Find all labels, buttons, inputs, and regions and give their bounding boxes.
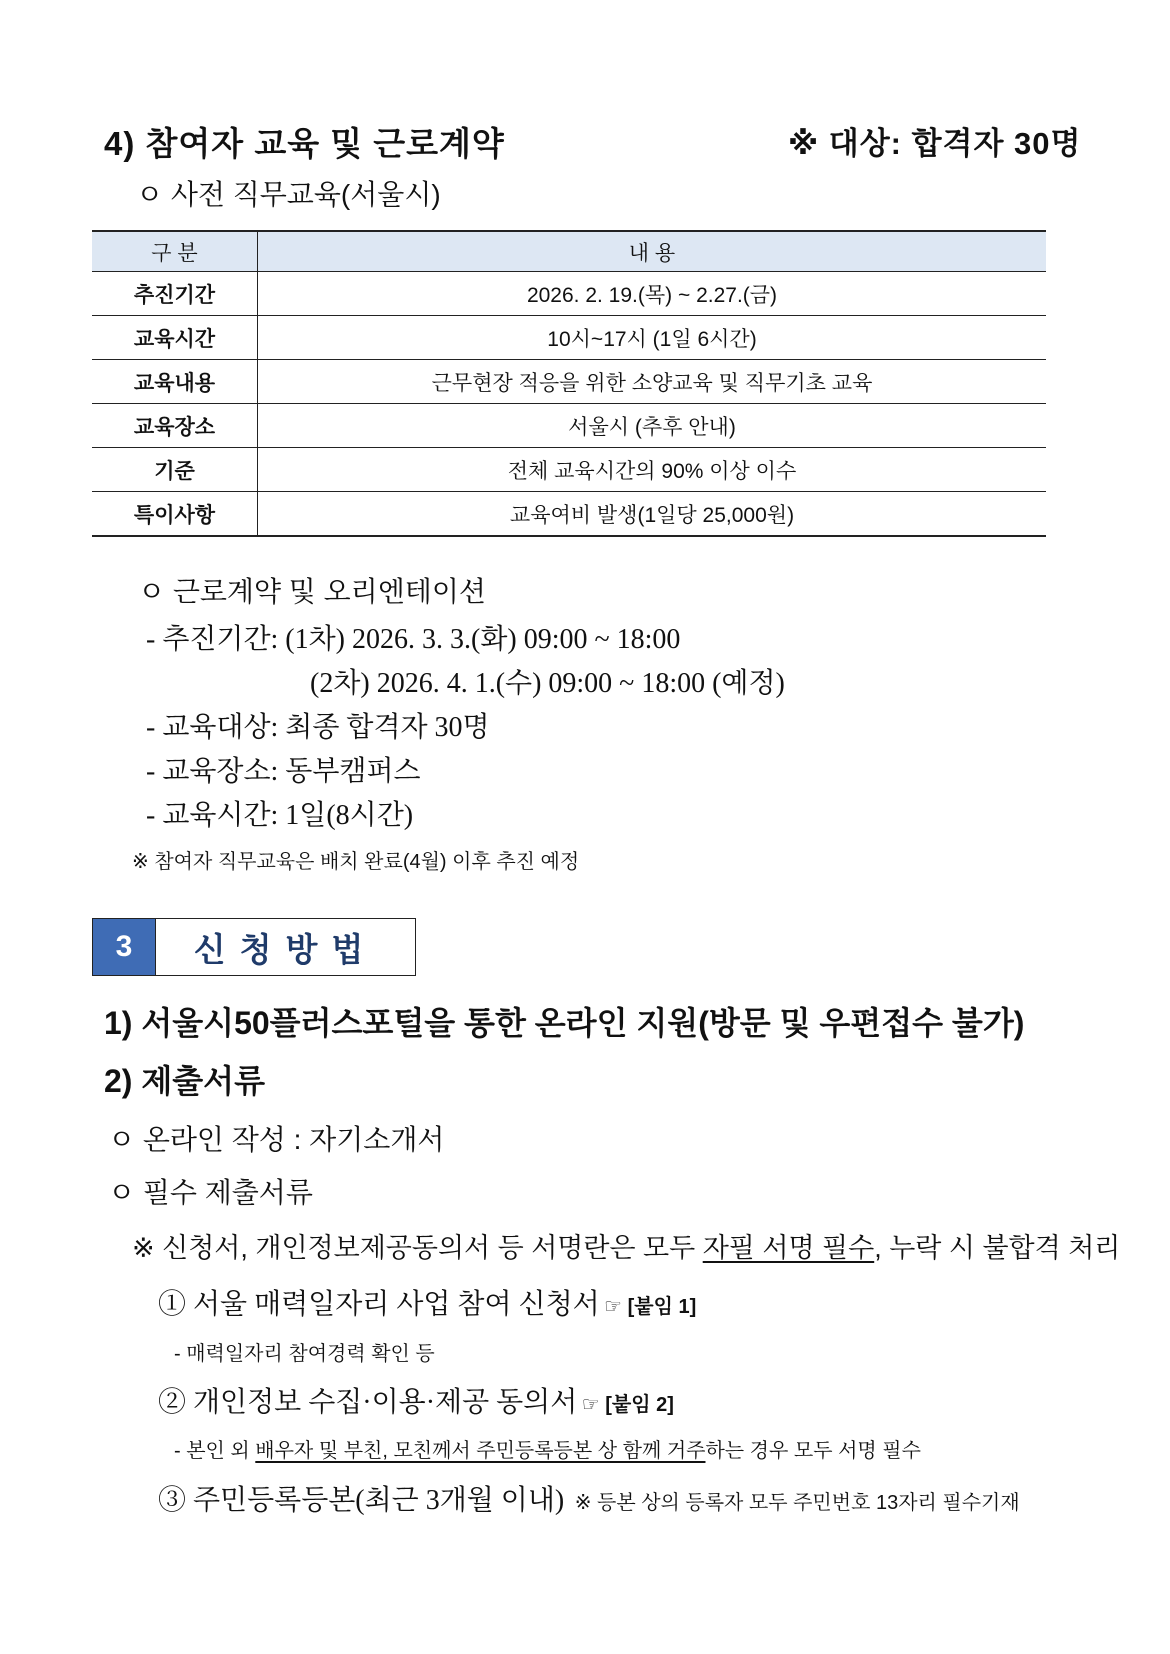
doc-sub-text: - 본인 외 (174, 1440, 256, 1462)
contract-title: ㅇ 근로계약 및 오리엔테이션 (138, 576, 486, 607)
header-content: 내 용 (258, 231, 1047, 272)
row-value: 서울시 (추후 안내) (258, 404, 1047, 448)
notice-text: ※ 신청서, 개인정보제공동의서 등 서명란은 모두 (132, 1233, 703, 1263)
required-docs: ㅇ 필수 제출서류 (108, 1177, 313, 1208)
row-label: 특이사항 (92, 492, 258, 537)
doc-note: ※ 등본 상의 등록자 모두 주민번호 13자리 필수기재 (574, 1492, 1020, 1514)
contract-line: - 교육시간: 1일(8시간) (146, 800, 414, 831)
doc-sub-1: - 매력일자리 참여경력 확인 등 (174, 1343, 435, 1365)
notice-underlined: 자필 서명 필수 (702, 1233, 875, 1263)
doc-sub-2 (174, 1434, 921, 1463)
doc-item-3 (158, 1478, 1020, 1518)
apply-item-1: 1) 서울시50플러스포털을 통한 온라인 지원(방문 및 우편접수 불가) (104, 1005, 1025, 1041)
section-number: 3 (93, 919, 156, 975)
table-row (92, 492, 1046, 537)
row-label: 교육시간 (92, 316, 258, 360)
target-note: ※ 대상: 합격자 30명 (788, 126, 1082, 161)
table-row (92, 448, 1046, 492)
row-label: 교육장소 (92, 404, 258, 448)
notice-text: , 누락 시 불합격 처리 (874, 1233, 1121, 1263)
signature-notice (132, 1226, 1120, 1265)
section-header-box (92, 918, 416, 976)
contract-line: - 교육장소: 동부캠퍼스 (146, 756, 421, 787)
section-title: 4) 참여자 교육 및 근로계약 (104, 125, 505, 162)
attachment-ref: ☞ [붙임 2] (581, 1394, 674, 1416)
row-label: 기준 (92, 448, 258, 492)
row-value: 10시~17시 (1일 6시간) (258, 316, 1047, 360)
table-row (92, 404, 1046, 448)
doc-label: ② 개인정보 수집·이용·제공 동의서 (158, 1387, 578, 1418)
row-value: 교육여비 발생(1일당 25,000원) (258, 492, 1047, 537)
doc-sub-underlined: 배우자 및 부친, 모친께서 주민등록등본 상 함께 거주 (255, 1440, 706, 1462)
doc-sub-text: 하는 경우 모두 서명 필수 (705, 1440, 921, 1462)
row-value: 전체 교육시간의 90% 이상 이수 (258, 448, 1047, 492)
education-table (92, 230, 1046, 537)
section-heading: 신청방법 (193, 930, 378, 968)
doc-item-1 (158, 1282, 696, 1322)
table-header-row (92, 231, 1046, 272)
row-label: 교육내용 (92, 360, 258, 404)
contract-line: - 추진기간: (1차) 2026. 3. 3.(화) 09:00 ~ 18:00 (146, 624, 681, 655)
row-value: 근무현장 적응을 위한 소양교육 및 직무기초 교육 (258, 360, 1047, 404)
attachment-ref: ☞ [붙임 1] (604, 1296, 697, 1318)
table-row (92, 316, 1046, 360)
doc-label: ① 서울 매력일자리 사업 참여 신청서 (158, 1289, 600, 1320)
sub-title: ㅇ 사전 직무교육(서울시) (136, 179, 441, 210)
doc-label: ③ 주민등록등본(최근 3개월 이내) (158, 1485, 565, 1516)
row-value: 2026. 2. 19.(목) ~ 2.27.(금) (258, 272, 1047, 316)
header-label: 구 분 (92, 231, 258, 272)
table-row (92, 272, 1046, 316)
contract-note: ※ 참여자 직무교육은 배치 완료(4월) 이후 추진 예정 (132, 851, 580, 873)
contract-line: - 교육대상: 최종 합격자 30명 (146, 712, 490, 743)
apply-item-2: 2) 제출서류 (104, 1063, 265, 1099)
doc-item-2 (158, 1380, 674, 1420)
online-doc: ㅇ 온라인 작성 : 자기소개서 (108, 1124, 445, 1155)
table-row (92, 360, 1046, 404)
row-label: 추진기간 (92, 272, 258, 316)
contract-line: (2차) 2026. 4. 1.(수) 09:00 ~ 18:00 (예정) (310, 668, 785, 699)
